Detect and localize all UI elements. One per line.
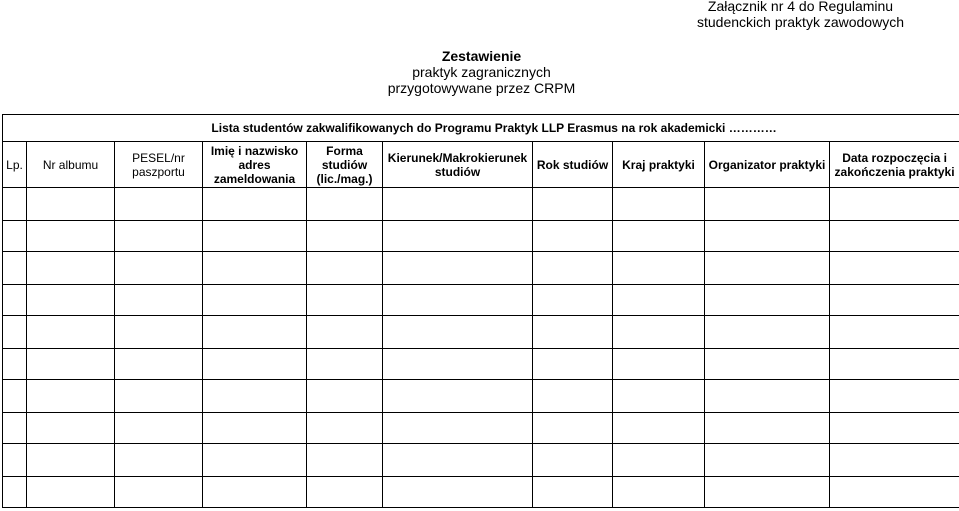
table-cell[interactable]	[613, 444, 705, 477]
col-pesel-passport: PESEL/nr paszportu	[115, 142, 203, 188]
table-row	[3, 316, 959, 349]
table-cell[interactable]	[705, 477, 830, 508]
table-cell[interactable]	[533, 444, 613, 477]
table-cell[interactable]	[533, 477, 613, 508]
table-cell[interactable]	[203, 221, 307, 252]
table-row	[3, 221, 959, 252]
table-cell[interactable]	[830, 252, 959, 285]
title-line-3: przygotowywane przez CRPM	[387, 80, 576, 96]
table-cell[interactable]	[203, 252, 307, 285]
table-cell[interactable]	[307, 252, 383, 285]
table-row	[3, 477, 959, 508]
table-cell[interactable]	[203, 285, 307, 316]
table-cell[interactable]	[307, 316, 383, 349]
table-cell[interactable]	[705, 221, 830, 252]
table-cell[interactable]	[533, 252, 613, 285]
table-cell[interactable]	[3, 188, 27, 221]
table-cell[interactable]	[613, 188, 705, 221]
table-cell[interactable]	[27, 477, 115, 508]
table-row	[3, 252, 959, 285]
table-cell[interactable]	[705, 252, 830, 285]
table-cell[interactable]	[203, 413, 307, 444]
table-cell[interactable]	[115, 188, 203, 221]
table-cell[interactable]	[203, 477, 307, 508]
table-cell[interactable]	[203, 380, 307, 413]
table-cell[interactable]	[115, 221, 203, 252]
table-cell[interactable]	[705, 380, 830, 413]
table-cell[interactable]	[383, 252, 533, 285]
col-internship-country: Kraj praktyki	[613, 142, 705, 188]
table-row	[3, 349, 959, 380]
table-cell[interactable]	[307, 477, 383, 508]
table-cell[interactable]	[383, 444, 533, 477]
table-cell[interactable]	[613, 380, 705, 413]
table-row	[3, 413, 959, 444]
table-cell[interactable]	[533, 349, 613, 380]
table-cell[interactable]	[613, 285, 705, 316]
col-study-year: Rok studiów	[533, 142, 613, 188]
table-cell[interactable]	[830, 380, 959, 413]
table-cell[interactable]	[383, 477, 533, 508]
col-field-of-study: Kierunek/Makrokierunek studiów	[383, 142, 533, 188]
table-cell[interactable]	[533, 221, 613, 252]
students-table	[2, 114, 959, 508]
table-cell[interactable]	[27, 380, 115, 413]
table-cell[interactable]	[383, 285, 533, 316]
table-cell[interactable]	[383, 316, 533, 349]
table-cell[interactable]	[3, 413, 27, 444]
table-cell[interactable]	[830, 413, 959, 444]
table-cell[interactable]	[27, 252, 115, 285]
table-row	[3, 285, 959, 316]
table-header-row	[3, 142, 959, 188]
table-cell[interactable]	[27, 316, 115, 349]
table-cell[interactable]	[613, 221, 705, 252]
table-cell[interactable]	[115, 285, 203, 316]
table-cell[interactable]	[613, 349, 705, 380]
table-cell[interactable]	[383, 380, 533, 413]
table-cell[interactable]	[705, 188, 830, 221]
table-row	[3, 444, 959, 477]
table-cell[interactable]	[203, 316, 307, 349]
table-cell[interactable]	[27, 221, 115, 252]
table-row	[3, 380, 959, 413]
table-cell[interactable]	[27, 188, 115, 221]
col-name-address: Imię i nazwisko adres zameldowania	[203, 142, 307, 188]
table-cell[interactable]	[830, 349, 959, 380]
document-title	[380, 48, 583, 96]
col-album-number: Nr albumu	[27, 142, 115, 188]
annex-line-2: studenckich praktyk zawodowych	[697, 14, 904, 30]
table-cell[interactable]	[115, 477, 203, 508]
table-cell[interactable]	[307, 413, 383, 444]
table-cell[interactable]	[3, 349, 27, 380]
table-cell[interactable]	[3, 252, 27, 285]
col-study-form: Forma studiów (lic./mag.)	[307, 142, 383, 188]
table-cell[interactable]	[3, 285, 27, 316]
table-cell[interactable]	[533, 380, 613, 413]
table-cell[interactable]	[115, 252, 203, 285]
table-cell[interactable]	[3, 316, 27, 349]
table-cell[interactable]	[383, 349, 533, 380]
title-line-2: praktyk zagranicznych	[412, 64, 551, 80]
table-cell[interactable]	[3, 477, 27, 508]
table-cell[interactable]	[830, 221, 959, 252]
table-cell[interactable]	[307, 188, 383, 221]
col-lp: Lp.	[3, 142, 27, 188]
table-cell[interactable]	[307, 349, 383, 380]
table-cell[interactable]	[705, 444, 830, 477]
table-cell[interactable]	[307, 380, 383, 413]
table-cell[interactable]	[533, 413, 613, 444]
table-cell[interactable]	[203, 444, 307, 477]
col-dates: Data rozpoczęcia i zakończenia praktyki	[830, 142, 959, 188]
annex-line-1: Załącznik nr 4 do Regulaminu	[707, 0, 894, 14]
table-cell[interactable]	[533, 188, 613, 221]
table-cell[interactable]	[203, 188, 307, 221]
table-cell[interactable]	[3, 444, 27, 477]
table-cell[interactable]	[115, 380, 203, 413]
table-cell[interactable]	[705, 316, 830, 349]
title-main: Zestawienie	[441, 48, 522, 64]
table-cell[interactable]	[830, 444, 959, 477]
table-cell[interactable]	[830, 477, 959, 508]
table-cell[interactable]	[27, 349, 115, 380]
table-row	[3, 188, 959, 221]
table-cell[interactable]	[27, 413, 115, 444]
table-caption-row	[3, 115, 959, 142]
table-cell[interactable]	[27, 444, 115, 477]
table-cell[interactable]	[383, 221, 533, 252]
table-cell[interactable]	[613, 316, 705, 349]
table-cell[interactable]	[3, 380, 27, 413]
table-cell[interactable]	[613, 413, 705, 444]
table-cell[interactable]	[705, 413, 830, 444]
table-cell[interactable]	[115, 316, 203, 349]
table-cell[interactable]	[705, 285, 830, 316]
table-cell[interactable]	[383, 413, 533, 444]
table-cell[interactable]	[115, 444, 203, 477]
table-cell[interactable]	[115, 413, 203, 444]
table-body	[3, 188, 959, 508]
table-caption: Lista studentów zakwalifikowanych do Programu Praktyk LLP Erasmus na rok akademicki …………	[3, 115, 959, 142]
table-cell[interactable]	[383, 188, 533, 221]
annex-note	[697, 0, 904, 30]
table-cell[interactable]	[830, 188, 959, 221]
table-cell[interactable]	[830, 316, 959, 349]
table-cell[interactable]	[3, 221, 27, 252]
table-cell[interactable]	[203, 349, 307, 380]
table-cell[interactable]	[613, 477, 705, 508]
table-cell[interactable]	[307, 221, 383, 252]
table-cell[interactable]	[830, 285, 959, 316]
table-cell[interactable]	[307, 285, 383, 316]
table-cell[interactable]	[115, 349, 203, 380]
table-cell[interactable]	[307, 444, 383, 477]
table-cell[interactable]	[705, 349, 830, 380]
table-cell[interactable]	[27, 285, 115, 316]
table-cell[interactable]	[533, 285, 613, 316]
table-cell[interactable]	[613, 252, 705, 285]
table-cell[interactable]	[533, 316, 613, 349]
col-organizer: Organizator praktyki	[705, 142, 830, 188]
